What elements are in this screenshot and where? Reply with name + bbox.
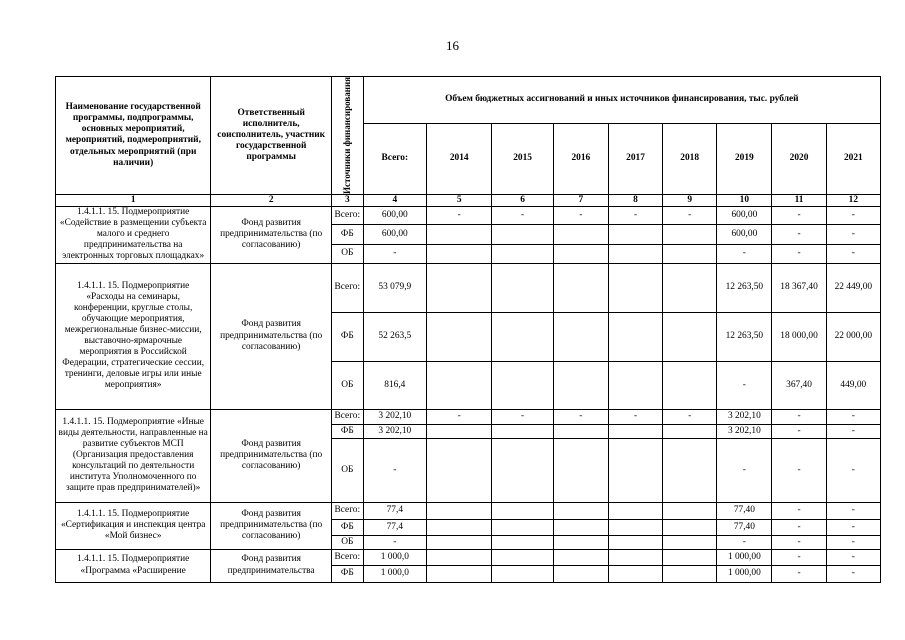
amount-2017 [608, 263, 662, 312]
amount-2019: 3 202,10 [717, 409, 772, 424]
funding-source: ФБ [331, 519, 363, 535]
amount-2015: - [492, 207, 553, 225]
amount-2016 [553, 312, 608, 361]
amount-2021: - [826, 409, 880, 424]
amount-2017 [608, 519, 662, 535]
amount-2021: - [826, 224, 880, 244]
amount-2018 [663, 424, 717, 438]
amount-2019: 3 202,10 [717, 424, 772, 438]
column-number: 9 [663, 194, 717, 206]
header-total: Всего: [363, 123, 426, 194]
amount-2017 [608, 424, 662, 438]
amount-2017 [608, 549, 662, 565]
funding-source: ФБ [331, 424, 363, 438]
amount-2016: - [553, 409, 608, 424]
amount-2018 [663, 438, 717, 502]
header-year: 2015 [492, 123, 553, 194]
event-name: 1.4.1.1. 15. Подмероприятие «Содействие в размещении субъекта малого и среднего предпринимательства на электронных торговых площадках» [56, 207, 211, 263]
responsible: Фонд развития предпринимательства (по согласованию) [211, 409, 332, 502]
amount-total: 52 263,5 [363, 312, 426, 361]
header-responsible: Ответственный исполнитель, соисполнитель, участник государственной программы [211, 77, 332, 195]
column-number: 10 [717, 194, 772, 206]
budget-table [55, 76, 881, 583]
responsible: Фонд развития предпринимательства (по согласованию) [211, 502, 332, 549]
amount-2020: - [772, 502, 826, 519]
funding-source: Всего: [331, 409, 363, 424]
amount-2018 [663, 519, 717, 535]
amount-2019: - [717, 535, 772, 549]
column-number: 8 [608, 194, 662, 206]
amount-2021: - [826, 424, 880, 438]
amount-2019: 77,40 [717, 519, 772, 535]
header-year: 2021 [826, 123, 880, 194]
amount-2019: 12 263,50 [717, 263, 772, 312]
amount-2020: - [772, 519, 826, 535]
funding-source: ФБ [331, 312, 363, 361]
amount-2019: 600,00 [717, 207, 772, 225]
header-source [331, 77, 363, 195]
amount-2017 [608, 502, 662, 519]
amount-2018 [663, 312, 717, 361]
amount-2020: - [772, 535, 826, 549]
amount-2021: - [826, 502, 880, 519]
amount-2016 [553, 424, 608, 438]
amount-2015 [492, 424, 553, 438]
amount-2016 [553, 263, 608, 312]
amount-2020: 18 000,00 [772, 312, 826, 361]
funding-source: ФБ [331, 224, 363, 244]
amount-2021: - [826, 549, 880, 565]
amount-total: 53 079,9 [363, 263, 426, 312]
amount-total: 1 000,0 [363, 565, 426, 582]
amount-2015 [492, 263, 553, 312]
funding-source: ФБ [331, 565, 363, 582]
header-source-label: Источники финансирования [342, 77, 352, 194]
amount-total: 77,4 [363, 502, 426, 519]
amount-2014 [427, 361, 492, 409]
amount-2016 [553, 244, 608, 263]
amount-2019: - [717, 244, 772, 263]
amount-2017 [608, 244, 662, 263]
amount-2019: 600,00 [717, 224, 772, 244]
funding-source: ОБ [331, 244, 363, 263]
amount-2020: - [772, 424, 826, 438]
amount-2016 [553, 535, 608, 549]
amount-2020: 367,40 [772, 361, 826, 409]
amount-2019: - [717, 361, 772, 409]
amount-2016 [553, 565, 608, 582]
amount-2017 [608, 535, 662, 549]
header-year: 2014 [427, 123, 492, 194]
header-year: 2020 [772, 123, 826, 194]
table-row [56, 207, 881, 225]
amount-2018 [663, 263, 717, 312]
funding-source: Всего: [331, 502, 363, 519]
amount-2020: - [772, 409, 826, 424]
amount-2016 [553, 438, 608, 502]
amount-2018 [663, 244, 717, 263]
funding-source: Всего: [331, 549, 363, 565]
amount-2020: 18 367,40 [772, 263, 826, 312]
amount-2017 [608, 361, 662, 409]
amount-2021: 22 000,00 [826, 312, 880, 361]
funding-source: Всего: [331, 207, 363, 225]
column-number: 7 [553, 194, 608, 206]
amount-2018: - [663, 207, 717, 225]
event-name: 1.4.1.1. 15. Подмероприятие «Иные виды деятельности, направленные на развитие субъектов МСП (Организация предоставления консультаций по деятельности института Уполномоченного по защите прав предпринимателей)» [56, 409, 211, 502]
amount-2021: - [826, 535, 880, 549]
amount-2020: - [772, 207, 826, 225]
amount-2021: - [826, 438, 880, 502]
amount-2019: 1 000,00 [717, 549, 772, 565]
amount-2014 [427, 535, 492, 549]
funding-source: Всего: [331, 263, 363, 312]
amount-2021: 22 449,00 [826, 263, 880, 312]
column-number: 2 [211, 194, 332, 206]
amount-2018 [663, 224, 717, 244]
amount-2018: - [663, 409, 717, 424]
amount-2020: - [772, 549, 826, 565]
amount-2020: - [772, 438, 826, 502]
amount-2015 [492, 565, 553, 582]
amount-2021: - [826, 244, 880, 263]
amount-2016 [553, 361, 608, 409]
header-name: Наименование государственной программы, подпрограммы, основных мероприятий, мероприятий, подмероприятий, отдельных мероприятий (при наличии) [56, 77, 211, 195]
column-number: 3 [331, 194, 363, 206]
header-year: 2018 [663, 123, 717, 194]
amount-2015: - [492, 409, 553, 424]
amount-total: 600,00 [363, 224, 426, 244]
amount-2015 [492, 244, 553, 263]
amount-2016 [553, 502, 608, 519]
amount-2019: - [717, 438, 772, 502]
table-row [56, 549, 881, 565]
amount-2014 [427, 224, 492, 244]
amount-2021: - [826, 519, 880, 535]
funding-source: ОБ [331, 361, 363, 409]
amount-2017 [608, 438, 662, 502]
column-number: 11 [772, 194, 826, 206]
event-name: 1.4.1.1. 15. Подмероприятие «Программа «Расширение [56, 549, 211, 582]
amount-2014 [427, 312, 492, 361]
amount-2020: - [772, 565, 826, 582]
event-name: 1.4.1.1. 15. Подмероприятие «Расходы на семинары, конференции, круглые столы, обучающие мероприятия, межрегиональные бизнес-миссии, выставочно-ярмарочные мероприятия в Российской Федерации, стратегические сессии, тренинги, деловые игры или иные мероприятия» [56, 263, 211, 409]
responsible: Фонд развития предпринимательства (по согласованию) [211, 207, 332, 263]
amount-total: 600,00 [363, 207, 426, 225]
amount-2016: - [553, 207, 608, 225]
amount-2014 [427, 244, 492, 263]
table-row [56, 409, 881, 424]
amount-2017: - [608, 207, 662, 225]
amount-2015 [492, 535, 553, 549]
amount-total: 3 202,10 [363, 409, 426, 424]
amount-total: 77,4 [363, 519, 426, 535]
amount-2015 [492, 519, 553, 535]
column-number: 4 [363, 194, 426, 206]
amount-2020: - [772, 244, 826, 263]
amount-2017: - [608, 409, 662, 424]
amount-total: - [363, 244, 426, 263]
table-row [56, 263, 881, 312]
amount-total: 1 000,0 [363, 549, 426, 565]
amount-2016 [553, 224, 608, 244]
amount-2017 [608, 224, 662, 244]
amount-total: - [363, 438, 426, 502]
amount-2018 [663, 535, 717, 549]
amount-2019: 12 263,50 [717, 312, 772, 361]
amount-2018 [663, 502, 717, 519]
header-year: 2019 [717, 123, 772, 194]
amount-2018 [663, 549, 717, 565]
amount-2014 [427, 502, 492, 519]
table-row [56, 502, 881, 519]
amount-total: 3 202,10 [363, 424, 426, 438]
column-number: 5 [427, 194, 492, 206]
column-number: 12 [826, 194, 880, 206]
amount-2014: - [427, 207, 492, 225]
amount-2017 [608, 565, 662, 582]
amount-total: - [363, 535, 426, 549]
column-number: 6 [492, 194, 553, 206]
amount-2014 [427, 549, 492, 565]
amount-2015 [492, 438, 553, 502]
amount-2019: 1 000,00 [717, 565, 772, 582]
header-volume: Объем бюджетных ассигнований и иных источников финансирования, тыс. рублей [363, 77, 880, 124]
amount-2019: 77,40 [717, 502, 772, 519]
amount-2015 [492, 502, 553, 519]
amount-2014 [427, 565, 492, 582]
amount-2014 [427, 519, 492, 535]
amount-2018 [663, 361, 717, 409]
amount-total: 816,4 [363, 361, 426, 409]
amount-2014 [427, 438, 492, 502]
header-year: 2017 [608, 123, 662, 194]
header-year: 2016 [553, 123, 608, 194]
amount-2015 [492, 361, 553, 409]
responsible: Фонд развития предпринимательства [211, 549, 332, 582]
amount-2017 [608, 312, 662, 361]
amount-2014: - [427, 409, 492, 424]
amount-2021: - [826, 565, 880, 582]
funding-source: ОБ [331, 438, 363, 502]
amount-2020: - [772, 224, 826, 244]
amount-2016 [553, 519, 608, 535]
amount-2018 [663, 565, 717, 582]
amount-2016 [553, 549, 608, 565]
amount-2021: - [826, 207, 880, 225]
amount-2014 [427, 263, 492, 312]
column-number: 1 [56, 194, 211, 206]
page-number: 16 [446, 38, 459, 53]
event-name: 1.4.1.1. 15. Подмероприятие «Сертификация и инспекция центра «Мой бизнес» [56, 502, 211, 549]
funding-source: ОБ [331, 535, 363, 549]
amount-2015 [492, 549, 553, 565]
amount-2015 [492, 312, 553, 361]
amount-2021: 449,00 [826, 361, 880, 409]
amount-2014 [427, 424, 492, 438]
amount-2015 [492, 224, 553, 244]
responsible: Фонд развития предпринимательства (по согласованию) [211, 263, 332, 409]
